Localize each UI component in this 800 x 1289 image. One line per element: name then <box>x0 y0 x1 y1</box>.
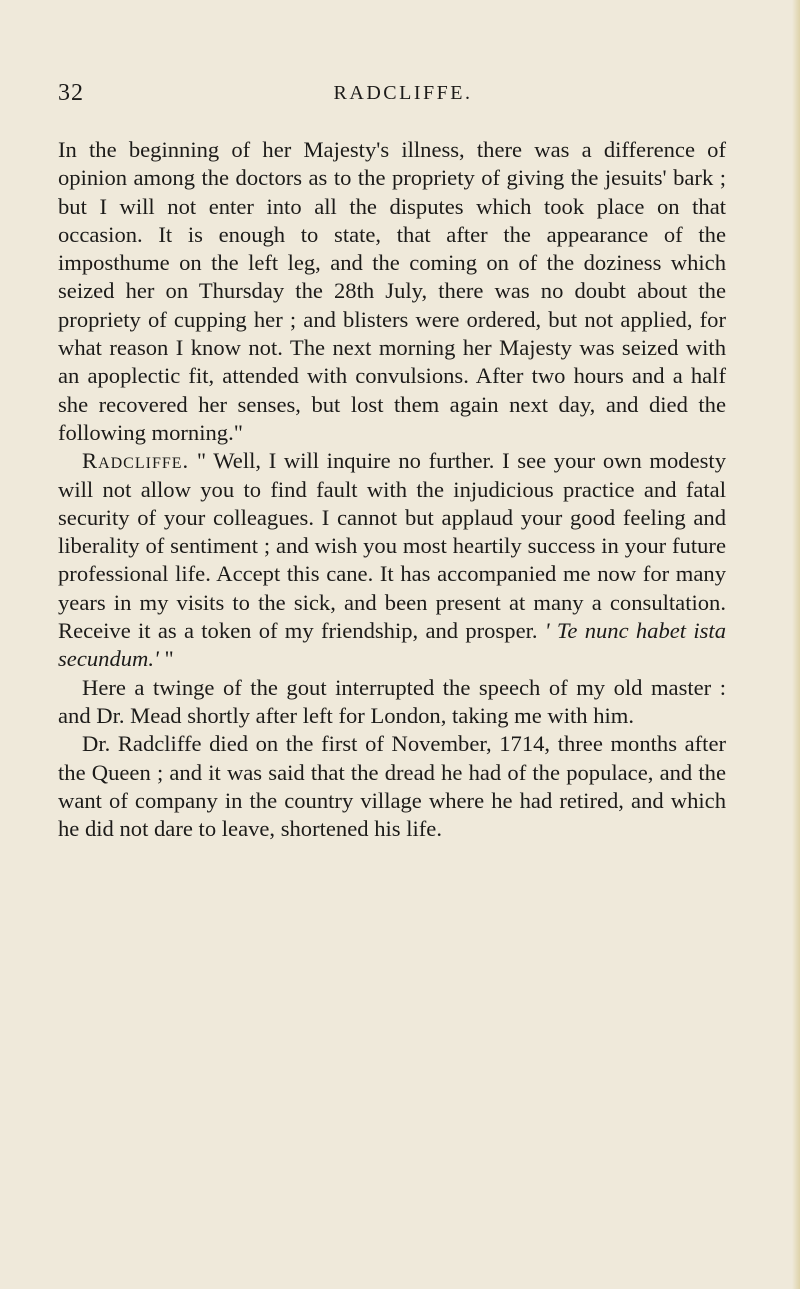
page-number: 32 <box>58 80 84 106</box>
paragraph-gout: Here a twinge of the gout interrupted the speech of my old master : and Dr. Mead shortly after left for London, taking me with him. <box>58 674 726 728</box>
page-edge <box>792 0 800 1289</box>
paragraph-death: Dr. Radcliffe died on the first of November, 1714, three months after the Queen ; and it was said that the dread he had of the populace, and the want of company in the country village where he had retired, and which he did not dare to leave, shortened his life. <box>58 731 726 842</box>
running-title: RADCLIFFE. <box>333 82 473 104</box>
speech-close: " <box>158 646 174 672</box>
body-text <box>58 136 726 843</box>
latin-quote: ' Te nunc habet ista secundum.' <box>58 618 726 672</box>
paragraph-radcliffe-speech <box>58 447 726 673</box>
paragraph-continuation: In the beginning of her Majesty's illness, there was a difference of opinion among the doctors as to the propriety of giving the jesuits' bark ; but I will not enter into all the disputes which took place on that occasion. It is enough to state, that after the appearance of the imposthume on the left leg, and the coming on of the doziness which seized her on Thursday the 28th July, there was no doubt about the propriety of cupping her ; and blisters were ordered, but not applied, for what reason I know not. The next morning her Majesty was seized with an apoplectic fit, attended with convulsions. After two hours and a half she recovered her senses, but lost them again next day, and died the following morning." <box>58 137 726 445</box>
running-head <box>58 80 738 110</box>
speaker-name: Radcliffe. <box>82 448 190 474</box>
speech-text: " Well, I will inquire no further. I see your own modesty will not allow you to find fault with the injudicious practice and fatal security of your colleagues. I cannot but applaud your good feeling and liberality of sentiment ; and wish you most heartily success in your future professional life. Accept this cane. It has accompanied me now for many years in my visits to the sick, and been present at many a consultation. Receive it as a token of my friendship, and prosper. <box>58 448 726 644</box>
